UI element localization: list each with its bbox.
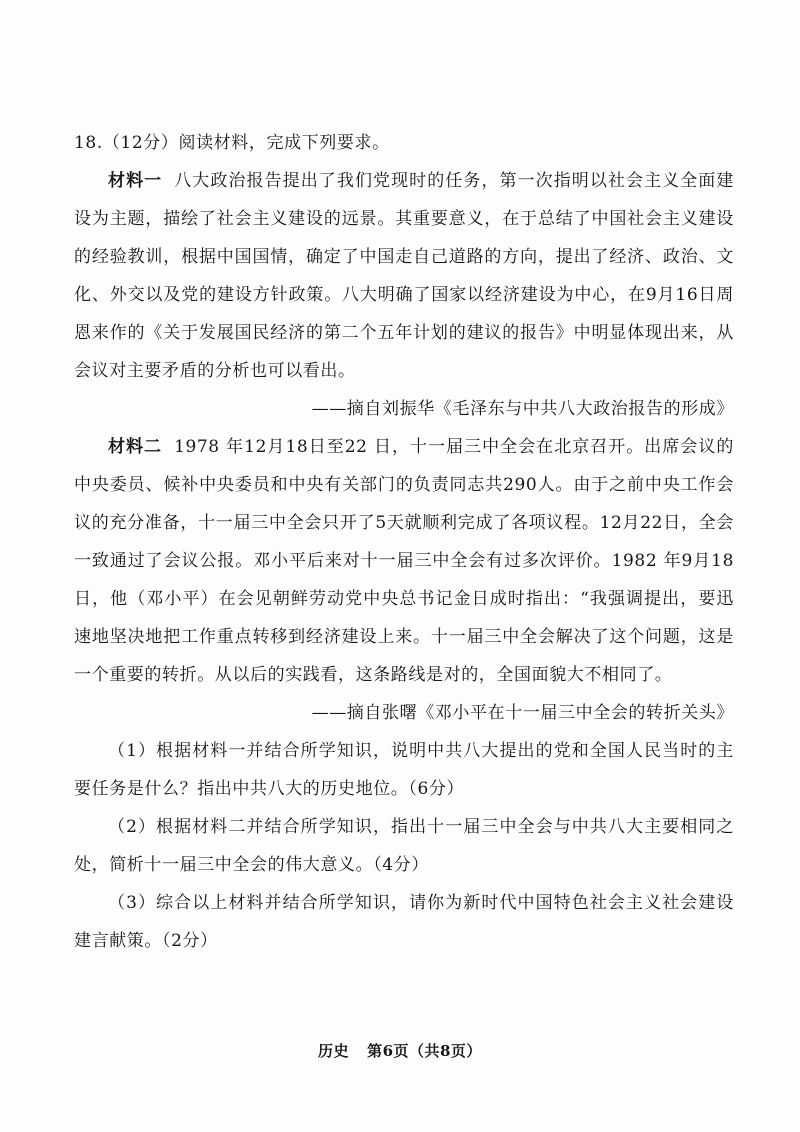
footer-subject: 历史 [318,1042,350,1060]
footer-page-number: 第6页（共8页） [367,1042,482,1060]
material-two-source: ——摘自张曙《邓小平在十一届三中全会的转折关头》 [311,703,734,723]
material-one-paragraph [74,162,734,390]
subquestion-1: （1）根据材料一并结合所学知识，说明中共八大提出的党和全国人民当时的主要任务是什么？指出中共八大的历史地位。（6分） [74,741,734,799]
material-one-text: 八大政治报告提出了我们党现时的任务，第一次指明以社会主义全面建设为主题，描绘了社会主义建设的远景。其重要意义，在于总结了中国社会主义建设的经验教训，根据中国国情，确定了中国走自己道路的方向，提出了经济、政治、文化、外交以及党的建设方针政策。八大明确了国家以经济建设为中心，在9月16日周恩来作的《关于发展国民经济的第二个五年计划的建议的报告》中明显体现出来，从会议对主要矛盾的分析也可以看出。 [74,171,734,381]
material-one-label: 材料一 [108,171,163,191]
material-two-text: 1978 年12月18日至22 日，十一届三中全会在北京召开。出席会议的中央委员、候补中央委员和中央有关部门的负责同志共290人。由于之前中央工作会议的充分准备，十一届三中全会只开了5天就顺利完成了各项议程。12月22日，全会一致通过了会议公报。邓小平后来对十一届三中全会有过多次评价。1982 年9月18日，他（邓小平）在会见朝鲜劳动党中央总书记金日成时指出：“我强调提出，要迅速地坚决地把工作重点转移到经济建设上来。十一届三中全会解决了这个问题，这是一个重要的转折。从以后的实践看，这条路线是对的，全国面貌大不相同了。 [74,437,734,685]
subquestion-3: （3）综合以上材料并结合所学知识，请你为新时代中国特色社会主义社会建设建言献策。（2分） [74,893,734,951]
subquestion-2: （2）根据材料二并结合所学知识，指出十一届三中全会与中共八大主要相同之处，简析十一届三中全会的伟大意义。（4分） [74,817,734,875]
question-header: 18.（12分）阅读材料，完成下列要求。 [74,133,390,153]
question-content [74,124,734,960]
material-two-paragraph [74,428,734,694]
page-footer [0,1040,800,1061]
material-one-source: ——摘自刘振华《毛泽东与中共八大政治报告的形成》 [311,399,734,419]
material-two-label: 材料二 [108,437,163,457]
